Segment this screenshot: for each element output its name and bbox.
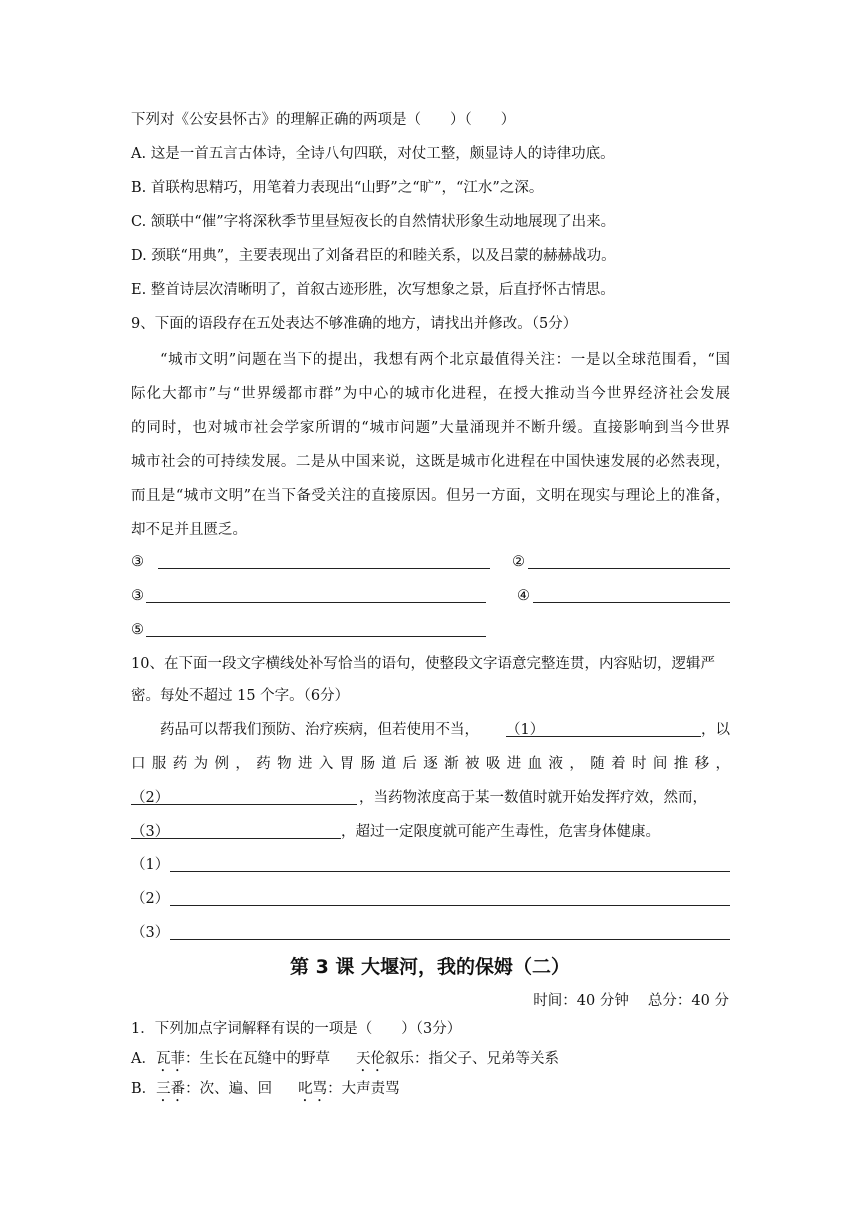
option-a-word-2b: 叙乐 [384, 1051, 414, 1067]
q9-passage-line-3: 的同时，也对城市社会学家所谓的“城市问题”大量涌现并不断升缓。直接影响到当今世界 [131, 420, 730, 436]
option-a-def-2: ：指父子、兄弟等关系 [413, 1051, 559, 1067]
q10-stem-line-2: 密。每处不超过 15 个字。（6分） [131, 688, 350, 704]
q10-paragraph-tail-1: ，以 [701, 722, 730, 738]
q9-answer-mark-4: ④ [517, 588, 530, 604]
q10-inline-blank-1[interactable] [506, 720, 701, 740]
q10-paragraph-line-3: ，当药物浓度高于某一数值时就开始发挥疗效，然而， [359, 790, 707, 806]
q10-paragraph-line-4: ，超过一定限度就可能产生毒性，危害身体健康。 [341, 824, 660, 840]
q9-answer-mark-3: ③ [131, 588, 144, 604]
q9-answer-blank-1[interactable] [158, 568, 490, 569]
q10-blank-2-label: （2） [131, 788, 357, 805]
q9-answer-mark-2: ② [512, 554, 525, 570]
q10-stem-line-1: 10、在下面一段文字横线处补写恰当的语句，使整段文字语意完整连贯，内容贴切，逻辑严 [131, 656, 715, 672]
option-a-word-2: 天伦 [355, 1051, 385, 1067]
q9-passage-line-6: 却不足并且匮乏。 [131, 522, 247, 538]
option-a-label: A． [131, 1051, 156, 1067]
lesson-title: 第 3 课 大堰河，我的保姆（二） [289, 956, 571, 978]
q10-answer-mark-1: （1） [131, 857, 170, 873]
option-b-word-1: 三番 [156, 1081, 186, 1097]
lesson-q1-option-a [131, 1049, 559, 1075]
q9-answer-blank-4[interactable] [533, 602, 730, 603]
q8-option-a: A. 这是一首五言古体诗，全诗八句四联，对仗工整，颇显诗人的诗律功底。 [131, 146, 615, 162]
q10-paragraph-line-2: 口服药为例，药物进入胃肠道后逐渐被吸进血液，随着时间推移， [131, 756, 730, 772]
q10-blank-3-label: （3） [131, 822, 341, 839]
option-b-label: B． [131, 1081, 157, 1097]
option-b-def-1: ：次、遍、回 [185, 1081, 273, 1097]
q10-answer-blank-2[interactable] [170, 905, 730, 906]
q9-stem: 9、下面的语段存在五处表达不够准确的地方，请找出并修改。（5分） [131, 316, 578, 332]
q9-answer-blank-5[interactable] [146, 636, 486, 637]
q10-blank-1-label: （1） [506, 720, 701, 737]
q9-answer-mark-1: ③ [131, 554, 144, 570]
lesson-q1-stem: 1．下列加点字词解释有误的一项是（ ）（3分） [131, 1021, 462, 1037]
q10-answer-mark-2: （2） [131, 891, 170, 907]
q9-answer-blank-2[interactable] [528, 568, 730, 569]
q8-option-e: E. 整首诗层次清晰明了，首叙古迹形胜，次写想象之景，后直抒怀古情思。 [131, 282, 615, 298]
q10-answer-blank-1[interactable] [170, 871, 730, 872]
q9-answer-blank-3[interactable] [146, 602, 486, 603]
option-b-def-2: ：大声责骂 [327, 1081, 400, 1097]
q8-option-c: C. 颔联中“催”字将深秋季节里昼短夜长的自然情状形象生动地展现了出来。 [131, 214, 616, 230]
q10-inline-blank-2[interactable] [131, 788, 357, 808]
q9-answer-mark-5: ⑤ [131, 622, 144, 638]
lesson-meta: 时间：40 分钟 总分：40 分 [533, 993, 729, 1009]
q10-answer-mark-3: （3） [131, 925, 170, 941]
option-a-word-1: 瓦菲 [155, 1051, 185, 1067]
q9-passage-line-1: “城市文明”问题在当下的提出，我想有两个北京最值得关注：一是以全球范围看，“国 [160, 352, 730, 368]
lesson-q1-option-b [131, 1079, 400, 1105]
q10-inline-blank-3[interactable] [131, 822, 341, 842]
option-a-def-1: ：生长在瓦缝中的野草 [184, 1051, 330, 1067]
q8-option-d: D. 颈联“用典”，主要表现出了刘备君臣的和睦关系，以及吕蒙的赫赫战功。 [131, 248, 616, 264]
option-b-word-2: 叱骂 [298, 1081, 328, 1097]
q9-passage-line-5: 而且是“城市文明”在当下备受关注的直接原因。但另一方面，文明在现实与理论上的准备， [131, 488, 730, 504]
q10-paragraph-start: 药品可以帮我们预防、治疗疾病，但若使用不当， [160, 722, 479, 738]
q8-option-b: B. 首联构思精巧，用笔着力表现出“山野”之“旷”，“江水”之深。 [131, 180, 544, 196]
q9-passage-line-4: 城市社会的可持续发展。二是从中国来说，这既是城市化进程在中国快速发展的必然表现， [131, 454, 730, 470]
q9-passage-line-2: 际化大都市”与“世界缓都市群”为中心的城市化进程，在授大推动当今世界经济社会发展 [131, 386, 730, 402]
q8-stem: 下列对《公安县怀古》的理解正确的两项是（ ）（ ） [131, 112, 516, 128]
q10-answer-blank-3[interactable] [170, 939, 730, 940]
